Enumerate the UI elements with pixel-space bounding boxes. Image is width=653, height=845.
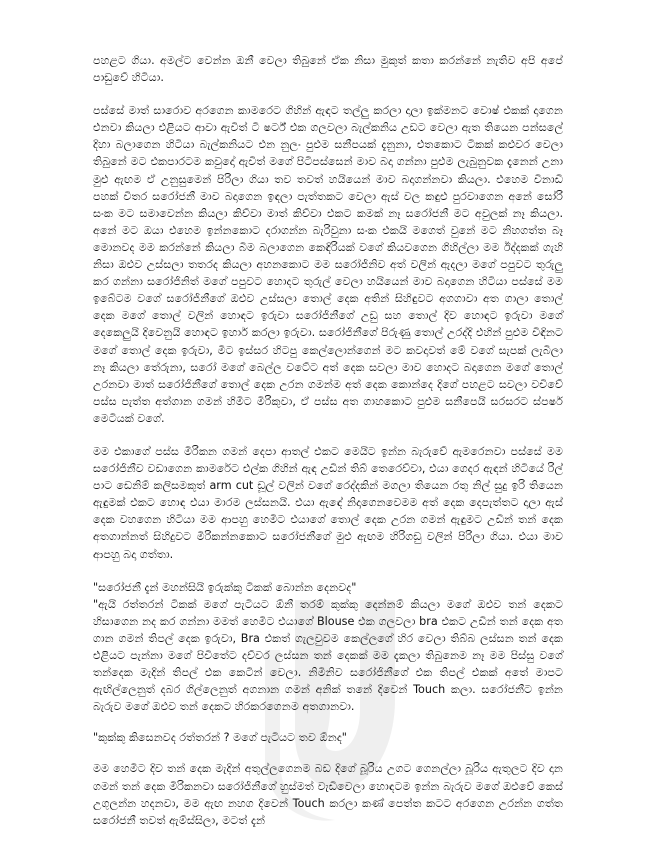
paragraph-5-dialogue: "කුක්කු කිසෙනවද රත්තරන් ? මගේ පැටියට තව ඕනද" xyxy=(93,731,347,745)
paragraph-6: මම හෙමිට දිව තන් දෙක මැදින් අතුල්ලගෙනම බඩ දිගේ බූරිය උගට ගෙනල්ලා බූරිය ඇතුලට දිව දාන ගමන් තන් දෙක මිරිකනවා සරෝජිනීගේ හුස්මත් වැඩිවෙලා හොඳටම ඉන්න බැරුව මගේ ඔළුවේ කෙස් උගුලන්න හදනවා, මම ඇඟ නහග දිවෙන් Touch කරලා කණ් පෙත්ත කටට අරගෙන උරන්න ගත්ත සරෝජනී තවත් ඇම්ස්සිලා, මටත් දැන් xyxy=(93,762,563,827)
paragraph-3: මම එකාගේ පස්ස මිරිකන ගමන් දෙපා ආතල් එකට මෙයිට ඉන්න බැරුවේ ඇමරෙනවා පස්සේ මම සරෝජිනීව වඩාගෙන කාමරේට එල්ක ගිහින් ඇඳ උඩින් තිබ් තෙරෙව්වා, එයා ගෙදර ඇඳන් හිටියේ රිල් පාට ඩෙනිම් කලිසමකුත් arm cut ඩූල් වලින් වගේ රෙද්දකින් මගලා තියෙන රතු නිල් සුදු ඉරි තියෙන ඇඳුමක් එකට හොඳ එයා මාරම ලස්සනයි. එයා ඇඳේ නිදාගෙනවෙමම අත් දෙක දෙපැත්තට දාලා ඇස් දෙක වහගෙන හිටියා මම ආපහු හෙමිට එයාගේ තොල් දෙක උරන ගමන් ඇඳුමට උඩින් තන් දෙක අතගාන්නත් සිහිදුවට මිරිකන්නකොට සරෝජනීගේ මුළු ඇඟම හිරිගඩු වලින් පිරිලා ගියා. එයා මාව ආපහු බදා ගත්තා. xyxy=(93,444,563,561)
paragraph-4-dialogue: "සරෝජනී දැන් මහන්සියි ඉරුක්කු ටිකක් බොන්න දෙනවද" "ඇයි රත්තරන් ටිකක් මගේ පැටියට ඕනී තරම් කුක්කු දෙන්නම් කියලා මගේ ඔළුව තන් දෙකට හිසාගෙන නද කර ගන්නා මමත් හෙමිට එයාගේ Blouse එක ගලවලා bra එකට උඩින් තන් දෙක අත ගාන ගමන් තිපල් දෙක ඉරුවා, Bra එකත් ගැලවුවම කෙල්ලගේ හිර වෙලා තිබ්බ ලස්සන තන් දෙක එළියට පැන්නා මගේ පිවිතේට දව්වර ලස්සන තන් දෙකක් මම දැකලා තිබුනෙම නෑ මම පිස්සු වගේ තන්දෙක මැදින් තිපල් එක කෙටින් වෙලා. නිමිනිව සරෝජිනීගේ එක තිපල් එකක් අතේ මාපට ඇඟිල්ලෙනුත් දබර ගිල්ලෙනුත් අගනාන ගමන් අනික් තනේ දිවෙන් Touch කලා. සරෝජනීට ඉන්න බැරුව මගේ ඔළුව තන් දෙකට හිරකරගෙනම අතගානවා. xyxy=(93,580,563,714)
paragraph-2: පස්සේ මාත් සාරොව අරගෙන කාමරෙට ගිහින් ඇඳට තල්ලු කරලා දාලා ඉක්මනට වොෂ් එකක් දාගෙන එනවා කියලා එළියට ආවා ඇවිත් ටී ෂර්ට් එක ගලවලා බැල්කනිය උඩට වෙලා ඇත තියෙන පන්සලේ දිහා බලාගෙන හිටියා බැල්කනියට එන නුලං පුළුම සනීපයක් දැනුනා, එතකොට ටිකක් කළුවර වෙලා තිබුනේ මට එකපාරටම කවුදෝ ඇවිත් මගේ පිටිපස්සෙන් මාව බදා ගන්නා පුළුම ලැබුනුවක දැනෙන් උනා මුළු ඇඟම ඒ උනුසුමෙන් පිරිලා ගියා තව තවත් හයියෙන් මාව බදාගන්නවා කියලා. එහෙම විනාඩි පහක් විතර සරෝජනී මාව බදාගෙන ඉඳලා පැත්තකට වෙලා ඇස් වල කඳුළු පුරවාගෙන අනේ සෝරි සංක මට සමාවෙන්න කියලා කිව්වා මාත් කිව්වා එකට කමක් නෑ සරෝජනී මට අවුලක් නෑ කියලා. අනේ මට ඔයා එහෙම ඉන්නකොට දරාගන්න බැරිවුනා සංක එකයි මගෙත් වුනේ මට නිහගත්ත බෑ මොනවද මම කරන්නේ කියලා බිම බලාගෙන කෙඳිරියක් වගේ කියවගෙන ගිහිල්ලා මම ඊද්දකක් ගැහි නිසා ඔළුව උස්සලා තතරද කියලා අහනකොට මම සරෝජිනිව අත් වලින් ඇදලා මගේ පපුවට තුරුලු කර ගන්නා සරෝජිනිත් මගේ පපුවට හොදට තුරුල් වෙලා හයියෙන් මාව බදාගෙන හිටියා පස්සේ මම ඉබේටම වගේ සරෝජිනීගේ ඔළුව උස්සලා තොල් දෙක අතින් සිහිඳුවට අගගාවා අත ගාලා තොල් දෙක මගේ තොල් වලින් හොඳට ඉරුවා සරෝජිනීගේ උඩු සහ තොල් දිව හොඳට ඉරුවා මගේ දෙකෙලුයි දිවෙනුයි හොඳට ඉහාර් කරලා ඉරුවා. සරෝජිනීගේ පිරුණු තොල් උරද්දි එහින් පුළුම විඳිනට මගේ තොල් දෙක ඉරුවා, මීට ඉස්සර හිටපු කෙල්ලොන්ගෙන් මට කවදාවත් මේ වගේ සැපක් ලැබිලා නෑ කියලා තේරුනා, සරෝ මගේ බෙල්ල වටේට අත් දෙක සවලා මාව හොදට බදාගෙන මගේ තොල් උරනවා මාත් සරෝජිනීගේ තොල් දෙක උරන ගමන්ම අත් දෙක කොන්දෙ දිගේ පහළට සවලා වචිවේ පස්ස පැත්ත අත්ගාන ගමන් හිමිට මිරිකුවා, ඒ පස්ස අත ගාහකොට පුළුම සනීපෙයි සරසරට ස්පර්ෂ මෙටියක් වගේ. xyxy=(93,104,563,425)
document-body xyxy=(93,52,563,845)
paragraph-1: පහළට ගියා. අමල්ට වෙන්න ඔනී වෙලා තිබුනේ ඒක නිසා මුකුත් කතා කරන්නේ නැතිව අපි අපේ පාඩුවේ හිටියා. xyxy=(93,54,563,85)
